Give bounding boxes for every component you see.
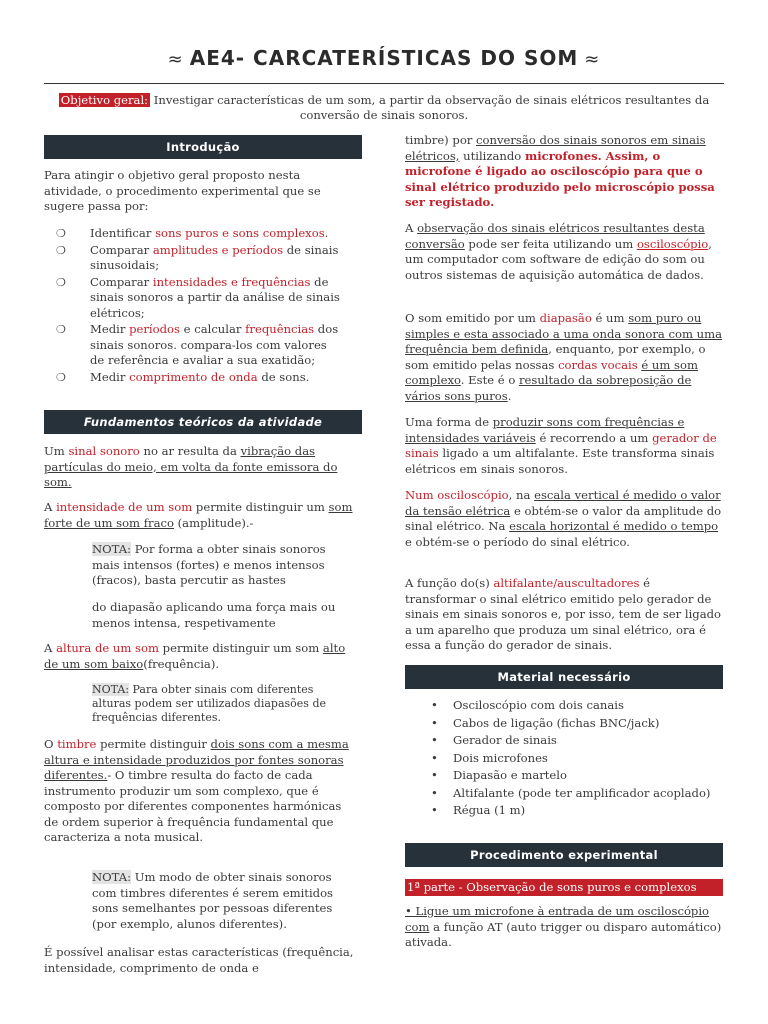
list-item: • Cabos de ligação (fichas BNC/jack) bbox=[431, 715, 660, 730]
fundamentos-p3: A altura de um som permite distinguir um som alto de um som baixo(frequência). bbox=[44, 641, 346, 671]
bullet-icon: ❍ bbox=[56, 275, 66, 289]
right-p5: Num osciloscópio, na escala vertical é medido o valor da tensão elétrica e obtém-se o valor da amplitude do sinal elétrico. Na escala horizontal é medido o tempo e obtém-se o período do sinal elétrico. bbox=[405, 488, 722, 549]
fundamentos-p5: É possível analisar estas características (frequência, intensidade, comprimento de onda e bbox=[44, 945, 354, 975]
list-item: ❍ Comparar amplitudes e períodos de sinais sinusoidais; bbox=[56, 242, 339, 272]
objective bbox=[44, 93, 724, 123]
intro-lead: Para atingir o objetivo geral proposto nesta atividade, o procedimento experimental que se sugere passa por: bbox=[44, 168, 321, 213]
title-text: AE4- CARCATERÍSTICAS DO SOM bbox=[189, 46, 579, 70]
part-1-label: 1ª parte - Observação de sons puros e complexos bbox=[405, 879, 723, 896]
list-item: ❍ Identificar sons puros e sons complexos. bbox=[56, 226, 329, 240]
bullet-icon: • bbox=[431, 803, 438, 817]
material-list bbox=[405, 698, 715, 821]
list-item: ❍ Medir comprimento de onda de sons. bbox=[56, 369, 310, 384]
section-heading-material: Material necessário bbox=[405, 665, 723, 689]
bullet-icon: • bbox=[431, 768, 438, 782]
wave-icon: ≈ bbox=[167, 49, 184, 70]
bullet-icon: ❍ bbox=[56, 227, 66, 240]
bullet-icon: ❍ bbox=[56, 323, 66, 336]
bullet-icon: ❍ bbox=[56, 370, 66, 384]
list-item: • Altifalante (pode ter amplificador acoplado) bbox=[431, 785, 711, 800]
section-heading-fundamentos: Fundamentos teóricos da atividade bbox=[44, 410, 362, 434]
list-item: • Osciloscópio com dois canais bbox=[431, 698, 624, 712]
section-heading-procedimento: Procedimento experimental bbox=[405, 843, 723, 867]
right-p4: Uma forma de produzir sons com frequências e intensidades variáveis é recorrendo a um gerador de sinais ligado a um altifalante. Este transforma sinais elétricos em sinais sonoros. bbox=[405, 415, 717, 476]
bullet-icon: • bbox=[431, 785, 438, 800]
objective-text: Investigar características de um som, a partir da observação de sinais elétricos resultantes da conversão de sinais sonoros. bbox=[150, 93, 710, 122]
nota-1-continued: do diapasão aplicando uma força mais ou menos intensa, respetivamente bbox=[92, 600, 336, 630]
bullet-icon: • bbox=[431, 733, 438, 747]
nota-1: NOTA: Por forma a obter sinais sonoros mais intensos (fortes) e menos intensos (fracos), basta percutir as hastes bbox=[92, 542, 326, 587]
bullet-icon: • bbox=[431, 750, 438, 765]
right-p3: O som emitido por um diapasão é um som puro ou simples e esta associado a uma onda sonora com uma frequência bem definida, enquanto, por exemplo, o som emitido pelas nossas cordas vocais é um som complexo. Este é o resultado da sobreposição de vários sons puros. bbox=[405, 311, 723, 403]
right-p6: A função do(s) altifalante/auscultadores é transformar o sinal elétrico emitido pelo gerador de sinais em sinais sonoros e, por isso, tem de ser ligado a um aparelho que produza um sinal elétrico, ora é essa a função do gerador de sinais. bbox=[405, 576, 722, 652]
bullet-icon: • bbox=[431, 715, 438, 730]
bullet-icon: • bbox=[431, 698, 438, 712]
bullet-icon: ❍ bbox=[56, 243, 66, 257]
list-item: • Régua (1 m) bbox=[431, 803, 526, 817]
fundamentos-p2: A intensidade de um som permite distinguir um som forte de um som fraco (amplitude).- bbox=[44, 500, 353, 530]
procedure-step-1: • Ligue um microfone à entrada de um osciloscópio com a função AT (auto trigger ou disparo automático) ativada. bbox=[405, 904, 722, 949]
title-divider bbox=[44, 83, 724, 84]
objective-label: Objetivo geral: bbox=[60, 93, 149, 107]
list-item: • Diapasão e martelo bbox=[431, 768, 567, 782]
right-p1: timbre) por conversão dos sinais sonoros em sinais elétricos, utilizando microfones. Assim, o microfone é ligado ao osciloscópio para que o sinal elétrico produzido pelo microscópio possa ser registado. bbox=[405, 133, 715, 209]
intro-list bbox=[44, 226, 344, 386]
right-p2: A observação dos sinais elétricos resultantes desta conversão pode ser feita utilizando um osciloscópio, um computador com software de edição do som ou outros sistemas de aquisição automática de dados. bbox=[405, 221, 712, 282]
nota-3: NOTA: Um modo de obter sinais sonoros com timbres diferentes é serem emitidos sons semelhantes por pessoas diferentes (por exemplo, alunos diferentes). bbox=[92, 870, 334, 931]
fundamentos-p4: O timbre permite distinguir dois sons com a mesma altura e intensidade produzidos por fontes sonoras diferentes.- O timbre resulta do facto de cada instrumento produzir um som complexo, que é composto por diferentes componentes harmónicas de ordem superior à frequência fundamental que caracteriza a nota musical. bbox=[44, 737, 349, 844]
fundamentos-p1: Um sinal sonoro no ar resulta da vibração das partículas do meio, em volta da fonte emissora do som. bbox=[44, 444, 338, 489]
list-item: • Dois microfones bbox=[431, 750, 548, 765]
section-heading-introducao: Introdução bbox=[44, 135, 362, 159]
list-item: ❍ Comparar intensidades e frequências de sinais sonoros a partir da análise de sinais elétricos; bbox=[56, 274, 340, 320]
list-item: ❍ Medir períodos e calcular frequências dos sinais sonoros. compara-los com valores de referência e avaliar a sua exatidão; bbox=[56, 322, 339, 367]
list-item: • Gerador de sinais bbox=[431, 733, 557, 747]
nota-2: NOTA: Para obter sinais com diferentes alturas podem ser utilizados diapasões de frequências diferentes. bbox=[92, 683, 326, 724]
wave-icon: ≈ bbox=[584, 49, 601, 70]
page-title bbox=[0, 46, 768, 70]
